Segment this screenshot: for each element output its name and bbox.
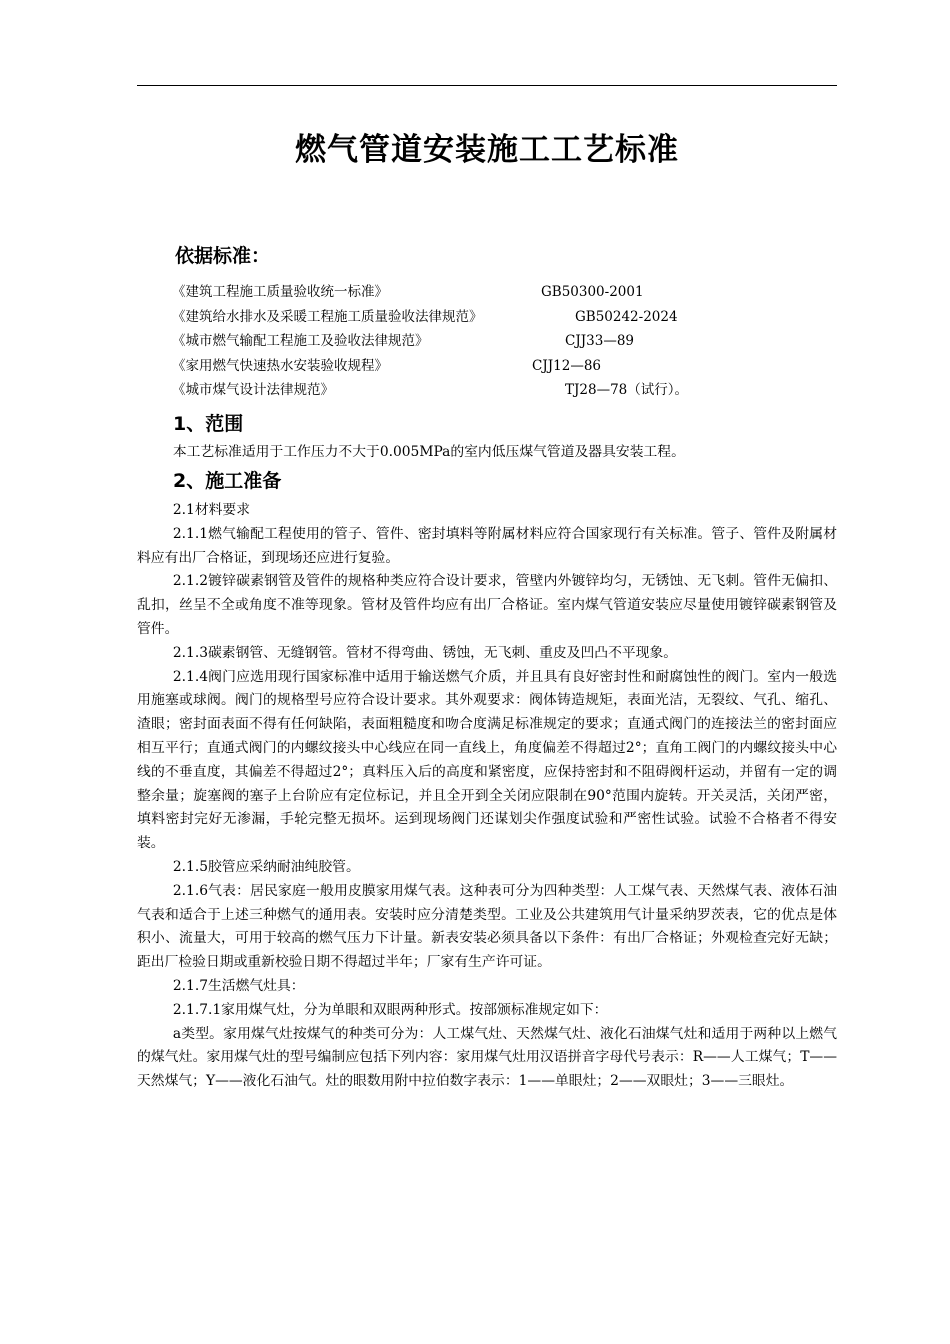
standard-item (172, 329, 852, 354)
standard-code: TJ28—78（试行）。 (565, 382, 689, 398)
paragraph: a类型。家用煤气灶按煤气的种类可分为：人工煤气灶、天然煤气灶、液化石油煤气灶和适用于两种以上燃气的煤气灶。家用煤气灶的型号编制应包括下列内容：家用煤气灶用汉语拼音字母代号表示：R——人工煤气；T——天然煤气；Y——液化石油气。灶的眼数用附中拉伯数字表示：1——单眼灶；2——双眼灶；3——三眼灶。 (137, 1025, 837, 1090)
standard-name: 《城市煤气设计法律规范》 (172, 382, 334, 398)
paragraph: 2.1.7.1家用煤气灶，分为单眼和双眼两种形式。按部颁标准规定如下： (172, 1001, 608, 1018)
section-1-heading: 1、范围 (173, 413, 244, 435)
paragraph: 2.1.3碳素钢管、无缝钢管。管材不得弯曲、锈蚀，无飞刺、重皮及凹凸不平现象。 (172, 644, 678, 661)
header-rule (137, 85, 837, 86)
basis-heading: 依据标准： (175, 245, 271, 267)
paragraph: 2.1.2镀锌碳素钢管及管件的规格种类应符合设计要求，管壁内外镀锌均匀，无锈蚀、无飞刺。管件无偏扣、乱扣，丝呈不全或角度不准等现象。管材及管件均应有出厂合格证。室内煤气管道安装应尽量使用镀锌碳素钢管及管件。 (137, 573, 837, 637)
standard-code: CJJ12—86 (532, 357, 602, 374)
standard-item (172, 305, 852, 330)
standard-item (172, 378, 852, 403)
paragraph: 本工艺标准适用于工作压力不大于0.005MPa的室内低压煤气管道及器具安装工程。 (172, 444, 685, 460)
paragraph: 2.1.7生活燃气灶具： (172, 977, 305, 994)
standards-list (172, 280, 852, 403)
paragraph: 2.1.5胶管应采纳耐油纯胶管。 (172, 858, 360, 875)
standard-name: 《城市燃气输配工程施工及验收法律规范》 (172, 333, 429, 349)
paragraph: 2.1.6气表：居民家庭一般用皮膜家用煤气表。这种表可分为四种类型：人工煤气表、天然煤气表、液体石油气表和适合于上述三种燃气的通用表。安装时应分清楚类型。工业及公共建筑用气计量采纳罗茨表，它的优点是体积小、流量大，可用于较高的燃气压力下计量。新表安装必须具备以下条件：有出厂合格证；外观检查完好无缺；距出厂检验日期或重新校验日期不得超过半年；厂家有生产许可证。 (137, 882, 837, 971)
standard-name: 《建筑工程施工质量验收统一标准》 (172, 284, 388, 300)
section-2-body (137, 499, 837, 1094)
standard-code: GB50300-2001 (541, 284, 644, 300)
standard-name: 《家用燃气快速热水安装验收规程》 (172, 357, 388, 374)
standard-item (172, 354, 852, 379)
section-1-body (137, 441, 837, 465)
document-title: 燃气管道安装施工工艺标准 (295, 132, 679, 168)
standard-item (172, 280, 852, 305)
standard-name: 《建筑给水排水及采暖工程施工质量验收法律规范》 (172, 308, 483, 325)
standard-code: GB50242-2024 (575, 308, 678, 325)
paragraph: 2.1材料要求 (172, 502, 251, 518)
standard-code: CJJ33—89 (565, 333, 635, 349)
paragraph: 2.1.1燃气输配工程使用的管子、管件、密封填料等附属材料应符合国家现行有关标准。管子、管件及附属材料应有出厂合格证，到现场还应进行复验。 (137, 525, 837, 566)
section-2-heading: 2、施工准备 (173, 470, 282, 492)
paragraph: 2.1.4阀门应选用现行国家标准中适用于输送燃气介质，并且具有良好密封性和耐腐蚀性的阀门。室内一般选用施塞或球阀。阀门的规格型号应符合设计要求。其外观要求：阀体铸造规矩，表面光洁，无裂纹、气孔、缩孔、渣眼；密封面表面不得有任何缺陷，表面粗糙度和吻合度满足标准规定的要求；直通式阀门的连接法兰的密封面应相互平行；直通式阀门的内螺纹接头中心线应在同一直线上，角度偏差不得超过2°；直角工阀门的内螺纹接头中心线的不垂直度，其偏差不得超过2°；真料压入后的高度和紧密度，应保持密封和不阻碍阀杆运动，并留有一定的调整余量；旋塞阀的塞子上台阶应有定位标记，并且全开到全关闭应限制在90°范围内旋转。开关灵活，关闭严密，填料密封完好无渗漏，手轮完整无损坏。运到现场阀门还谋划尖作强度试验和严密性试验。试验不合格者不得安装。 (137, 668, 837, 852)
